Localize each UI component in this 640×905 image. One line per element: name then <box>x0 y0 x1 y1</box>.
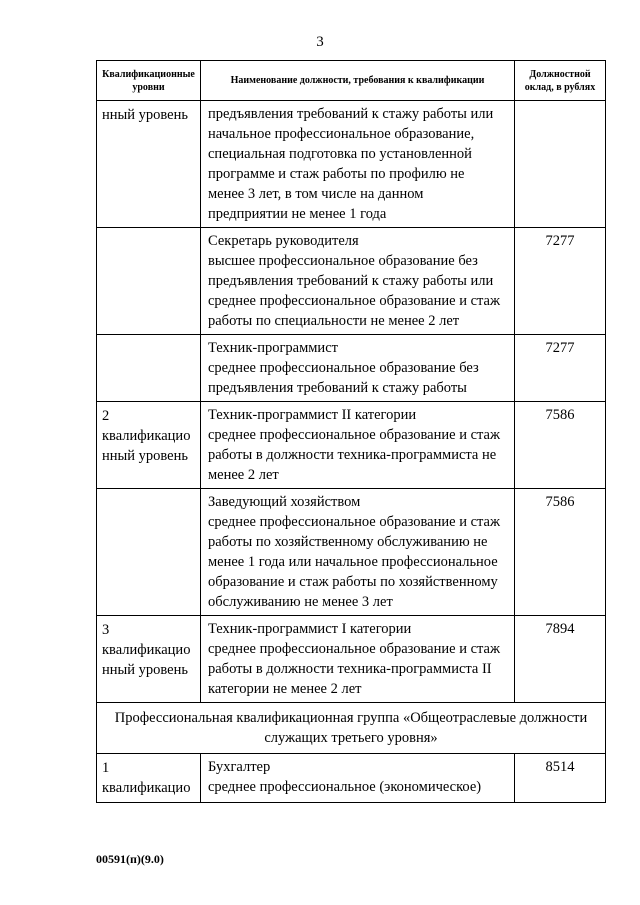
qualification-level: нный уровень <box>97 101 201 228</box>
salary-value: 8514 <box>515 754 606 803</box>
qualification-level: 3 квалификацио нный уровень <box>97 616 201 703</box>
position-description: Секретарь руководителя высшее профессиональное образование без предъявления требований к стажу работы или среднее профессиональное образование и стаж работы по специальности не менее 2 лет <box>201 228 515 335</box>
salary-table <box>96 60 606 803</box>
qualification-level <box>97 228 201 335</box>
salary-value: 7894 <box>515 616 606 703</box>
qualification-level <box>97 335 201 402</box>
position-description: Бухгалтер среднее профессиональное (экономическое) <box>201 754 515 803</box>
position-description: Техник-программист I категории среднее профессиональное образование и стаж работы в должности техника-программиста II категории не менее 2 лет <box>201 616 515 703</box>
table-row <box>97 101 606 228</box>
table-header-row <box>97 61 606 101</box>
table-row <box>97 228 606 335</box>
header-salary: Должностной оклад, в рублях <box>515 61 606 101</box>
salary-value: 7586 <box>515 489 606 616</box>
salary-value: 7586 <box>515 402 606 489</box>
position-description: Техник-программист II категории среднее профессиональное образование и стаж работы в должности техника-программиста не менее 2 лет <box>201 402 515 489</box>
salary-value: 7277 <box>515 228 606 335</box>
group-heading: Профессиональная квалификационная группа «Общеотраслевые должности служащих третьего уровня» <box>97 703 606 754</box>
group-heading-row <box>97 703 606 754</box>
position-description: Техник-программист среднее профессиональное образование без предъявления требований к стажу работы <box>201 335 515 402</box>
header-qualification-levels: Квалификационные уровни <box>97 61 201 101</box>
header-position-requirements: Наименование должности, требования к квалификации <box>201 61 515 101</box>
position-description: предъявления требований к стажу работы или начальное профессиональное образование, специальная подготовка по установленной программе и стаж работы по профилю не менее 3 лет, в том числе на данном предприятии не менее 1 года <box>201 101 515 228</box>
table-row <box>97 335 606 402</box>
table-row <box>97 489 606 616</box>
page-number: 3 <box>316 34 324 50</box>
position-description: Заведующий хозяйством среднее профессиональное образование и стаж работы по хозяйственному обслуживанию не менее 1 года или начальное профессиональное образование и стаж работы по хозяйственному обслуживанию не менее 3 лет <box>201 489 515 616</box>
salary-value <box>515 101 606 228</box>
qualification-level: 1 квалификацио <box>97 754 201 803</box>
document-code: 00591(п)(9.0) <box>96 852 164 866</box>
table-row <box>97 402 606 489</box>
table-row <box>97 616 606 703</box>
qualification-level: 2 квалификацио нный уровень <box>97 402 201 489</box>
salary-value: 7277 <box>515 335 606 402</box>
table-row <box>97 754 606 803</box>
qualification-level <box>97 489 201 616</box>
